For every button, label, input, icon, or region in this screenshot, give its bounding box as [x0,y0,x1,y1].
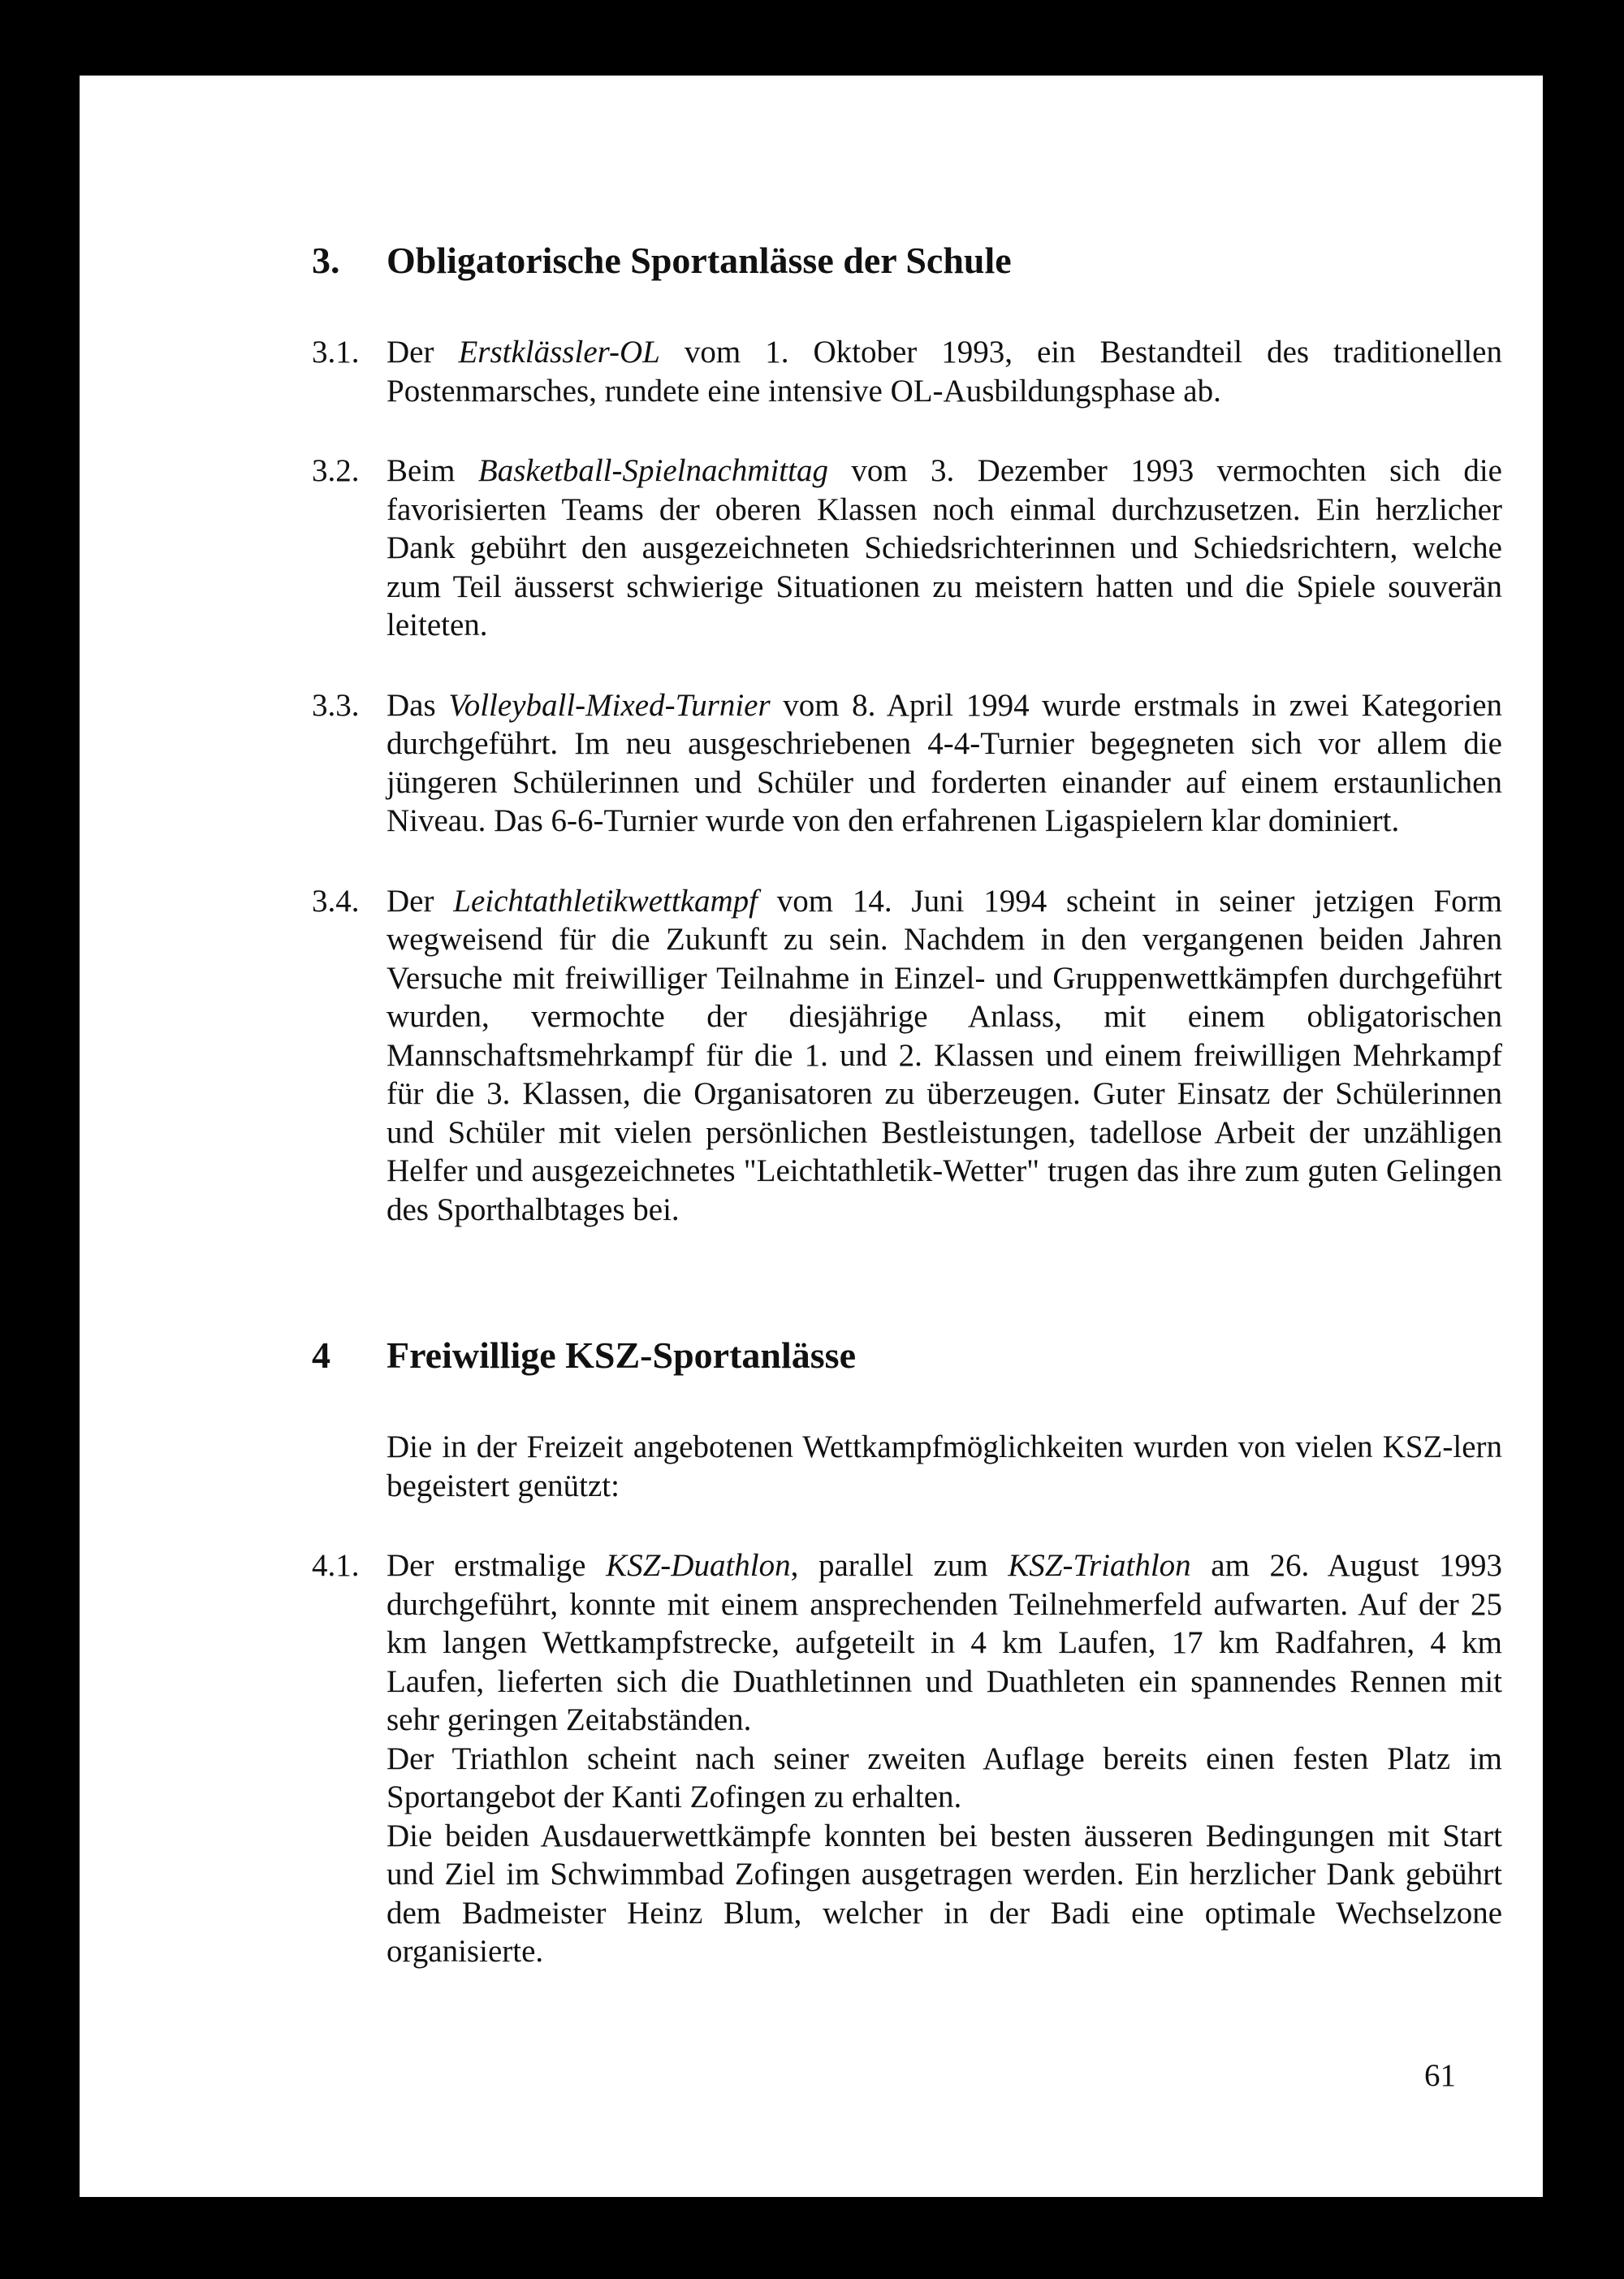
paragraph: Die beiden Ausdauerwettkämpfe konnten bei besten äusseren Bedingungen mit Start und Ziel im Schwimmbad Zofingen ausgetragen werden. Ein herzlicher Dank gebührt dem Badmeister Heinz Blum, welcher in der Badi eine optimale Wechselzone organisierte. [387,1818,1502,1970]
item-number: 3.3. [312,687,360,723]
item-text: Das Volleyball-Mixed-Turnier vom 8. April 1994 wurde erstmals in zwei Kategorien durchgeführt. Im neu ausgeschriebenen 4-4-Turnier begegneten sich vor allem die jüngeren Schülerinnen und Schüler und forderten einander auf einem erstaunlichen Niveau. Das 6-6-Turnier wurde von den erfahrenen Ligaspielern klar dominiert. [387,687,1502,839]
item-3-2 [312,452,1502,645]
section-3-number: 3. [312,240,340,281]
intro-text: Die in der Freizeit angebotenen Wettkampfmöglichkeiten wurden von vielen KSZ-lern begeistert genützt: [387,1429,1502,1503]
item-3-3 [312,686,1502,841]
paragraph: Der Triathlon scheint nach seiner zweiten Auflage bereits einen festen Platz im Sportangebot der Kanti Zofingen zu erhalten. [387,1741,1502,1815]
section-4-heading [312,1333,1502,1377]
event-name: KSZ-Triathlon [1008,1548,1191,1584]
event-name: KSZ-Duathlon [606,1548,791,1584]
section-4-number: 4 [312,1334,330,1377]
event-name: Volleyball-Mixed-Turnier [448,687,771,723]
item-text: Beim Basketball-Spielnachmittag vom 3. Dezember 1993 vermochten sich die favorisierten Teams der oberen Klassen noch einmal durchzusetzen. Ein herzlicher Dank gebührt den ausgezeichneten Schiedsrichterinnen und Schiedsrichtern, welche zum Teil äusserst schwierige Situationen zu meistern hatten und die Spiele souverän leiteten. [387,453,1502,643]
item-4-1 [312,1546,1502,1971]
item-text: Der Leichtathletikwettkampf vom 14. Juni 1994 scheint in seiner jetzigen Form wegweisend für die Zukunft zu sein. Nachdem in den vergangenen beiden Jahren Versuche mit freiwilliger Teilnahme in Einzel- und Gruppenwettkämpfen durchgeführt wurden, vermochte der diesjährige Anlass, mit einem obligatorischen Mannschaftsmehrkampf für die 1. und 2. Klassen und einem freiwilligen Mehrkampf für die 3. Klassen, die Organisatoren zu überzeugen. Guter Einsatz der Schülerinnen und Schüler mit vielen persönlichen Bestleistungen, tadellose Arbeit der unzähligen Helfer und ausgezeichnetes "Leichtathletik-Wetter" trugen das ihre zum guten Gelingen des Sporthalbtages bei. [387,883,1502,1227]
event-name: Leichtathletikwettkampf [453,883,758,919]
section-3-heading [312,238,1502,283]
item-number: 3.4. [312,883,360,919]
item-text: Der Erstklässler-OL vom 1. Oktober 1993, ein Bestandteil des traditionellen Postenmarsches, rundete eine intensive OL-Ausbildungsphase ab. [387,335,1502,409]
paragraph: Der erstmalige KSZ-Duathlon, parallel zum KSZ-Triathlon am 26. August 1993 durchgeführt, konnte mit einem ansprechenden Teilnehmerfeld aufwarten. Auf der 25 km langen Wettkampfstrecke, aufgeteilt in 4 km Laufen, 17 km Radfahren, 4 km Laufen, lieferten sich die Duathletinnen und Duathleten ein spannendes Rennen mit sehr geringen Zeitabständen. [387,1548,1503,1738]
section-3-title: Obligatorische Sportanlässe der Schule [387,240,1012,281]
page-content [312,238,1502,1971]
page-number: 61 [1424,2058,1456,2093]
item-number: 4.1. [312,1548,360,1584]
item-number: 3.2. [312,453,360,489]
item-text [387,1546,1502,1971]
item-3-4 [312,882,1502,1230]
event-name: Basketball-Spielnachmittag [477,453,828,489]
section-4-title: Freiwillige KSZ-Sportanlässe [387,1334,856,1377]
document-page [80,76,1543,2197]
event-name: Erstklässler-OL [458,335,660,370]
item-number: 3.1. [312,335,360,370]
item-3-1 [312,333,1502,410]
section-4-intro [312,1428,1502,1505]
